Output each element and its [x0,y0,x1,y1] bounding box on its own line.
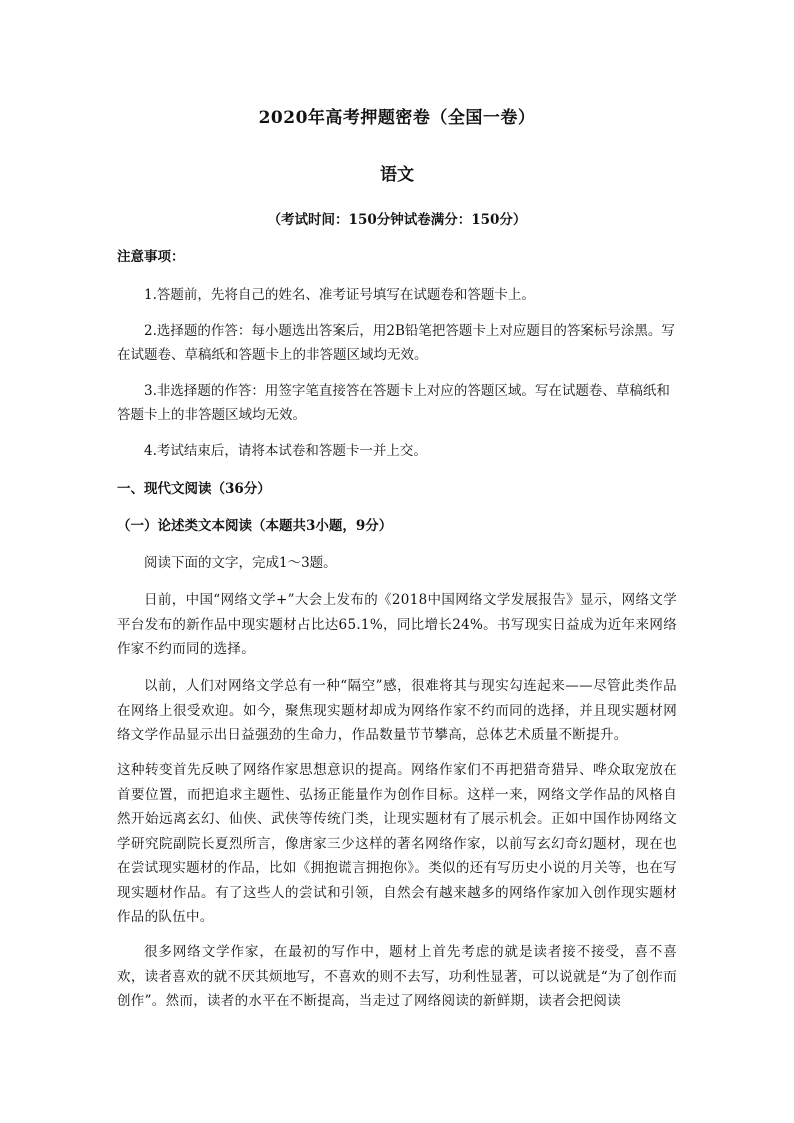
subject-title: 语文 [380,165,414,185]
exam-info: （考试时间：150分钟试卷满分：150分） [267,212,527,228]
article-paragraph-1: 日前，中国“网络文学+”大会上发布的《2018中国网络文学发展报告》显示，网络文学平台发布的新作品中现实题材占比达65.1%，同比增长24%。书写现实日益成为近年来网络作家不约而同的选择。 [117,592,677,657]
notice-heading: 注意事项： [117,249,185,265]
notice-item-4: 4.考试结束后，请将本试卷和答题卡一并上交。 [144,443,427,459]
notice-item-3: 3.非选择题的作答：用签字笔直接答在答题卡上对应的答题区域。写在试题卷、草稿纸和答题卡上的非答题区域均无效。 [117,383,670,423]
article-paragraph-4: 很多网络文学作家，在最初的写作中，题材上首先考虑的就是读者接不接受，喜不喜欢，读者喜欢的就不厌其烦地写，不喜欢的则不去写，功利性显著，可以说就是“为了创作而创作”。然而，读者的水平在不断提高，当走过了网络阅读的新鲜期，读者会把阅读 [117,944,677,1009]
reading-instruction: 阅读下面的文字，完成1～3题。 [144,555,337,571]
article-paragraph-3: 这种转变首先反映了网络作家思想意识的提高。网络作家们不再把猎奇猎异、哗众取宠放在首要位置，而把追求主题性、弘扬正能量作为创作目标。这样一来，网络文学作品的风格自然开始远离玄幻、仙侠、武侠等传统门类，让现实题材有了展示机会。正如中国作协网络文学研究院副院长夏烈所言，像唐家三少这样的著名网络作家，以前写玄幻奇幻题材，现在也在尝试现实题材的作品，比如《拥抱谎言拥抱你》。类似的还有写历史小说的月关等，也在写现实题材作品。有了这些人的尝试和引领，自然会有越来越多的网络作家加入创作现实题材作品的队伍中。 [117,762,677,925]
section-heading: 一、现代文阅读（36分） [117,481,271,497]
notice-item-2: 2.选择题的作答：每小题选出答案后，用2B铅笔把答题卡上对应题目的答案标号涂黑。写在试题卷、草稿纸和答题卡上的非答题区域均无效。 [117,323,675,363]
article-paragraph-2: 以前，人们对网络文学总有一种“隔空”感，很难将其与现实勾连起来——尽管此类作品在网络上很受欢迎。如今，聚焦现实题材却成为网络作家不约而同的选择，并且现实题材网络文学作品显示出日益强劲的生命力，作品数量节节攀高，总体艺术质量不断提升。 [117,678,677,743]
subsection-heading: （一）论述类文本阅读（本题共3小题，9分） [117,518,393,534]
document-title: 2020年高考押题密卷（全国一卷） [258,108,536,128]
notice-item-1: 1.答题前，先将自己的姓名、准考证号填写在试题卷和答题卡上。 [144,287,535,303]
